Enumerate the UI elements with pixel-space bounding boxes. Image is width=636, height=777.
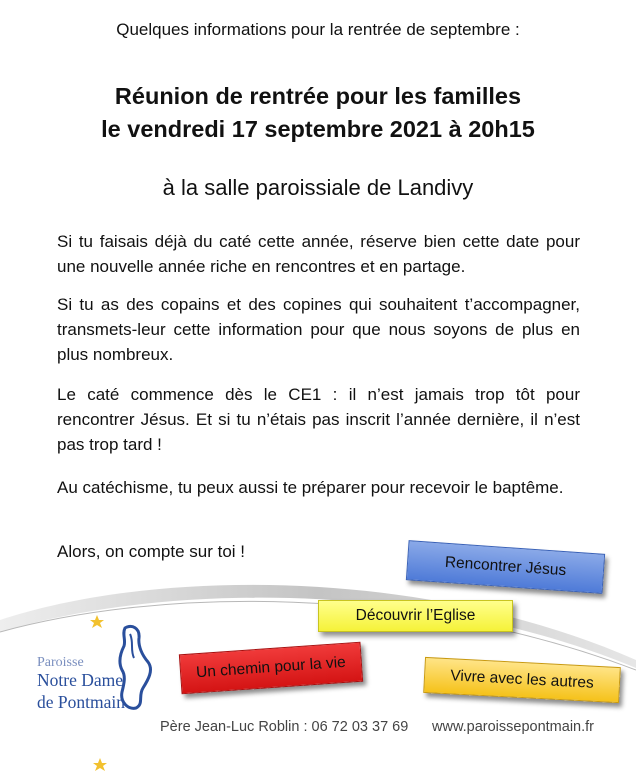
intro-line: Quelques informations pour la rentrée de septembre : bbox=[116, 20, 520, 39]
event-venue: à la salle paroissiale de Landivy bbox=[162, 175, 474, 200]
footer-website-link[interactable]: www.paroissepontmain.fr bbox=[432, 719, 594, 735]
event-title-line-2: le vendredi 17 septembre 2021 à 20h15 bbox=[101, 116, 535, 142]
paragraph-ce1-start: Le caté commence dès le CE1 : il n’est jamais trop tôt pour rencontrer Jésus. Et si tu n’étais pas inscrit l’année dernière, il n’est pas trop tard ! bbox=[57, 385, 580, 454]
tag-chemin-vie: Un chemin pour la vie bbox=[179, 642, 363, 695]
paragraph-invite-friends: Si tu as des copains et des copines qui souhaitent t’accompagner, transmets-leur cette information pour que nous soyons de plus en plus nombreux. bbox=[57, 295, 580, 364]
logo-line-pontmain: de Pontmain bbox=[37, 692, 125, 712]
logo-line-notre-dame: Notre Dame bbox=[37, 670, 124, 690]
event-title bbox=[0, 80, 636, 146]
tag-decouvrir-eglise: Découvrir l’Eglise bbox=[318, 600, 513, 632]
paragraph-closing: Alors, on compte sur toi ! bbox=[57, 542, 246, 561]
logo-line-paroisse: Paroisse bbox=[37, 655, 84, 670]
star-top-icon bbox=[90, 615, 104, 628]
tag-rencontrer-jesus: Rencontrer Jésus bbox=[406, 540, 605, 594]
footer-contact: Père Jean-Luc Roblin : 06 72 03 37 69 bbox=[160, 719, 409, 735]
event-title-line-1: Réunion de rentrée pour les familles bbox=[114, 83, 522, 109]
paragraph-reserve-date: Si tu faisais déjà du caté cette année, réserve bien cette date pour une nouvelle année riche en rencontres et en partage. bbox=[57, 232, 580, 276]
tag-vivre-autres: Vivre avec les autres bbox=[423, 657, 621, 703]
paragraph-baptism: Au catéchisme, tu peux aussi te préparer pour recevoir le baptême. bbox=[57, 478, 564, 497]
star-bottom-icon bbox=[93, 758, 107, 771]
